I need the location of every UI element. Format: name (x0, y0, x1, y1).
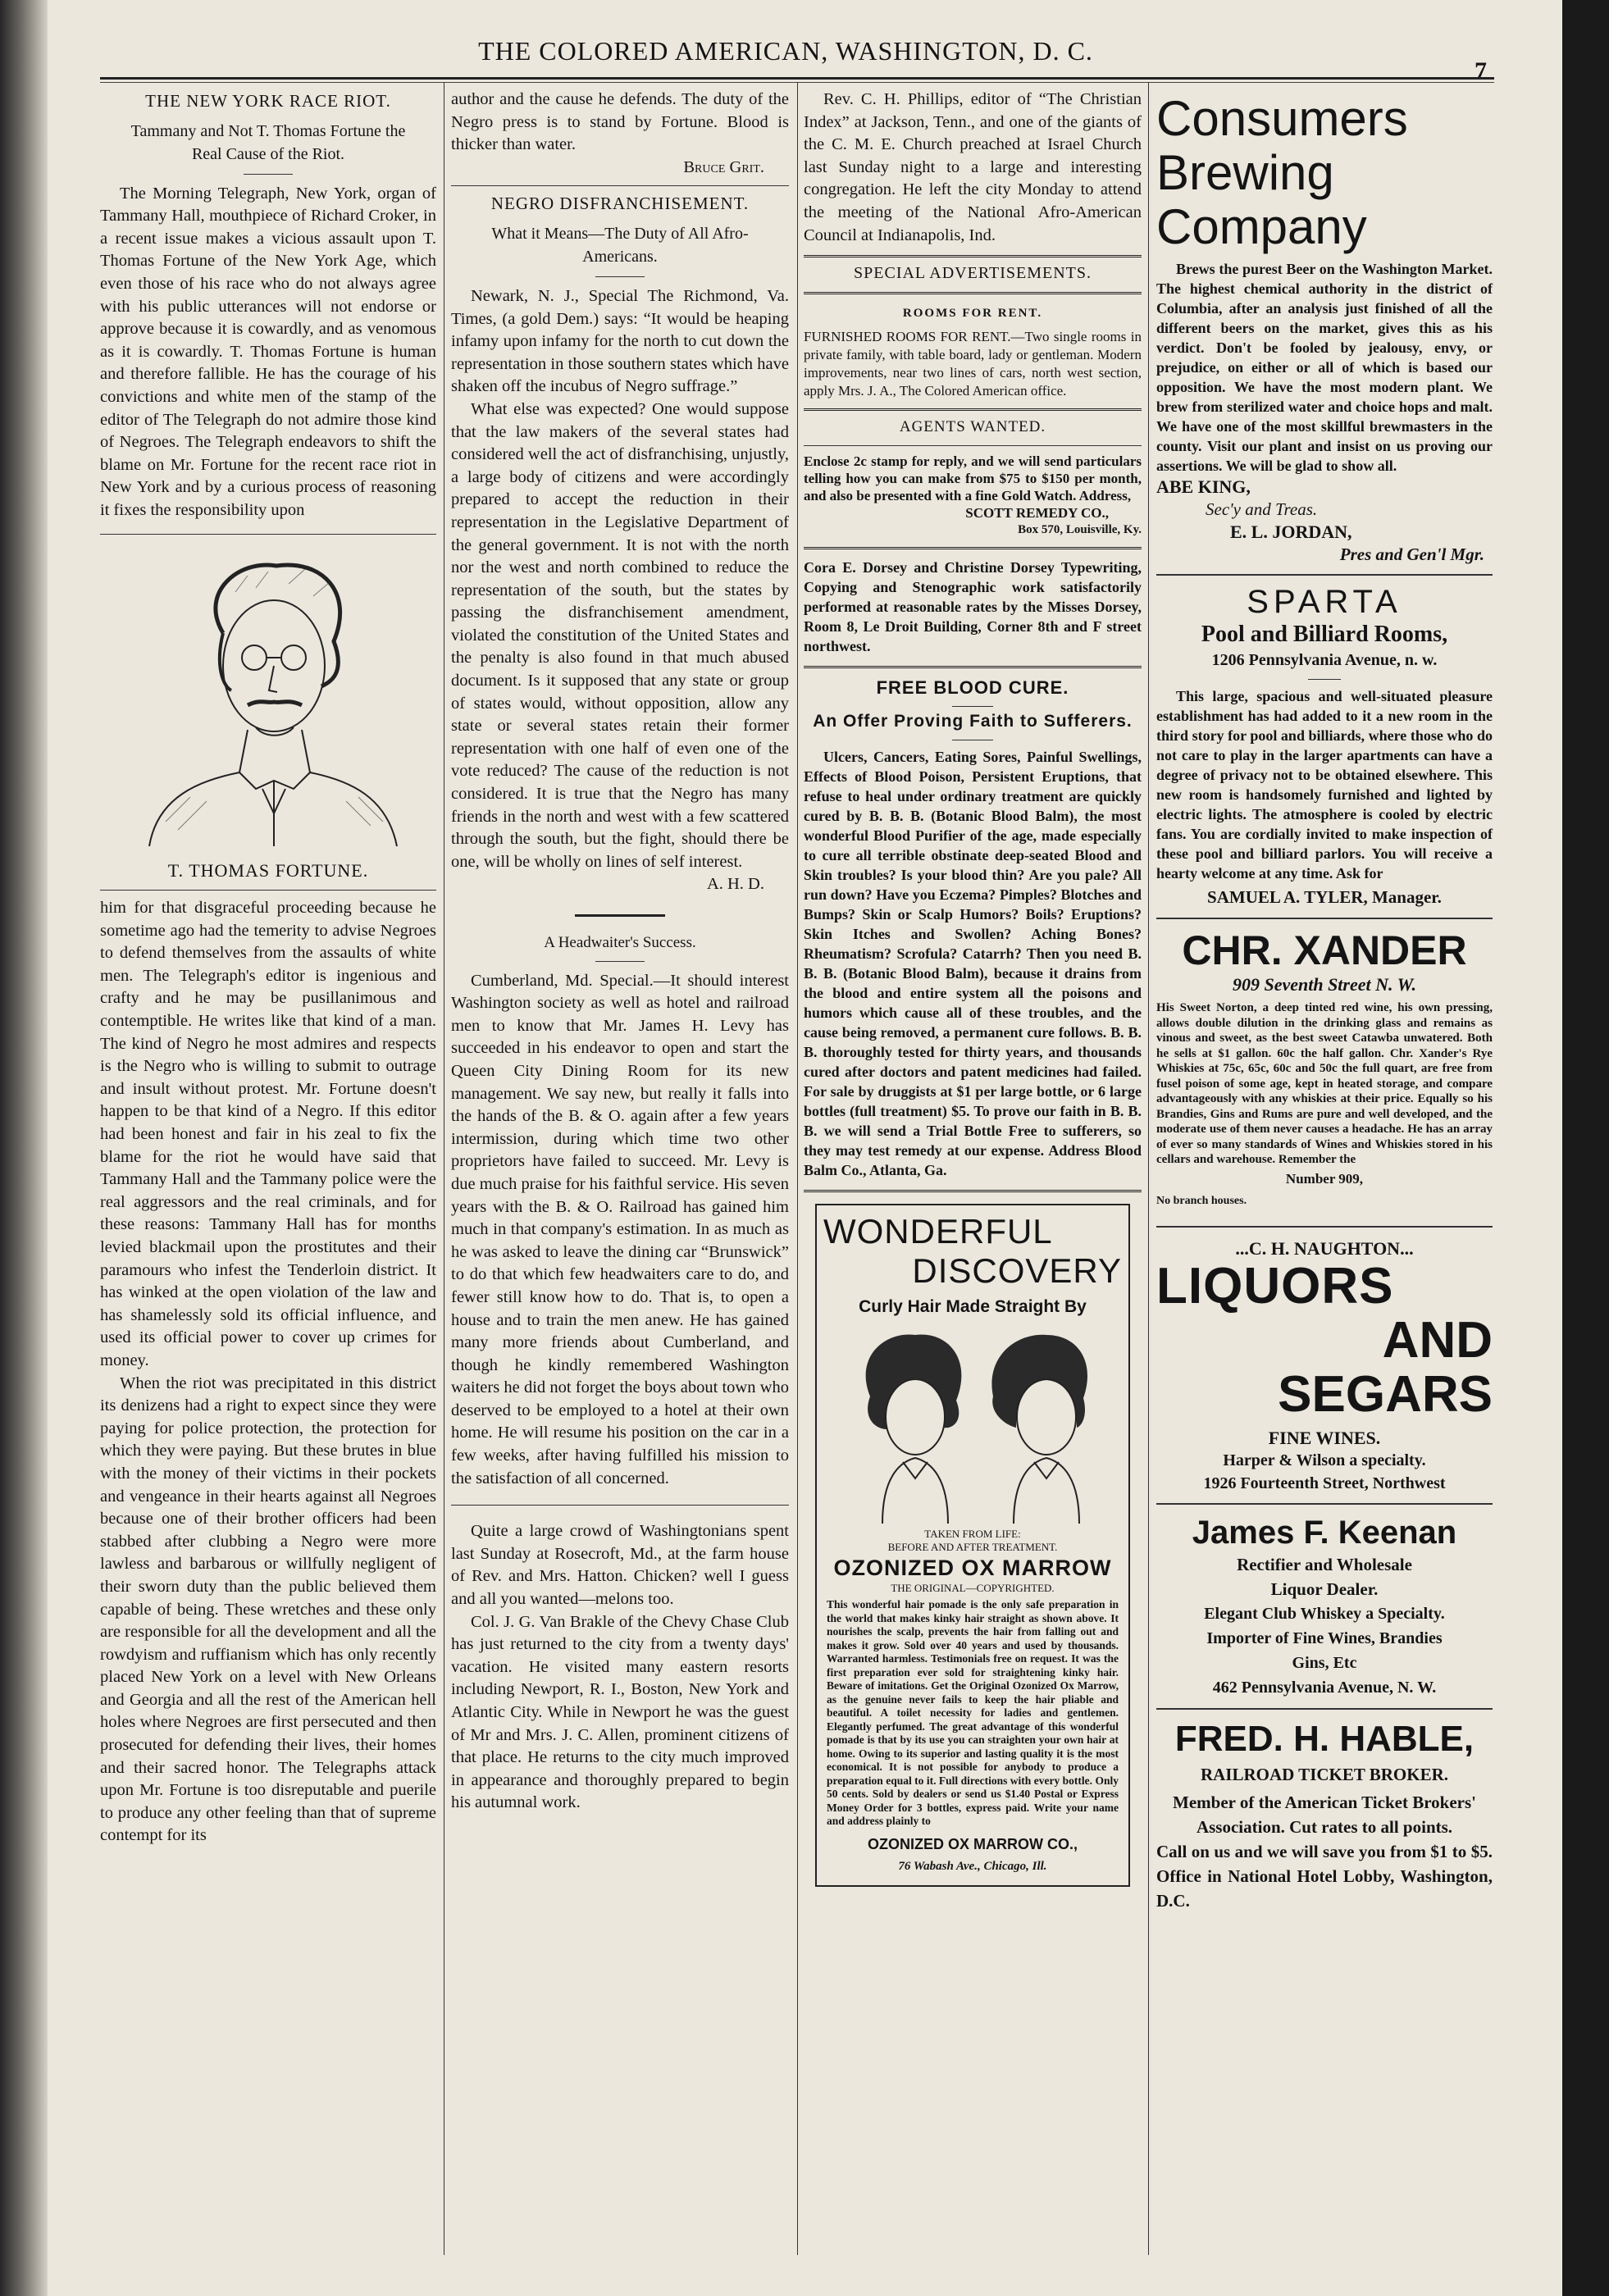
ornament-rule (575, 914, 665, 917)
masthead-rule (100, 77, 1494, 80)
brewing-role-1: Sec'y and Treas. (1206, 499, 1318, 519)
divider (451, 185, 789, 186)
portrait-caption: T. THOMAS FORTUNE. (167, 859, 369, 881)
xander-address: 909 Seventh Street N. W. (1232, 973, 1417, 995)
special-ads-heading: SPECIAL ADVERTISEMENTS. (854, 264, 1092, 283)
divider (804, 255, 1142, 257)
paragraph: Rev. C. H. Phillips, editor of “The Christian Index” at Jackson, Tenn., and one of the giants of the C. M. E. Church preached at Israel Church last Sunday night to a large and interesting congregation. He left the city Monday to attend the meeting of the National Afro-American Council at Indianapolis, Ind. (804, 90, 1142, 244)
paragraph: Col. J. G. Van Brakle of the Chevy Chase Club has just returned to the city from a twenty days' vacation. He visited many eastern resorts including Newport, R. I., Boston, New York and Atlantic City. While in Newport he was the guest of Mr and Mrs. J. C. Allen, prominent citizens of that place. He returns to the city much improved in appearance and thoroughly prepared to begin his autumnal work. (451, 1612, 789, 1812)
paragraph: Newark, N. J., Special The Richmond, Va. Times, (a gold Dem.) says: “It would be heaping infamy upon infamy for the north to cut down the representation in those southern states which have shaken off the incubus of Negro suffrage.” (451, 286, 789, 396)
page-number: 7 (1475, 57, 1487, 84)
brewing-title-1: Consumers (1156, 91, 1408, 146)
keenan-line-5: Gins, Etc (1292, 1654, 1357, 1673)
blood-cure-text: Ulcers, Cancers, Eating Sores, Painful Swellings, Effects of Blood Poison, Persistent Eruptions, that refuse to heal under ordinary treatment are quickly cured by B. B. B. (Botanic Blood Balm), the most wonderful Blood Purifier of the age, made especially to cure all terrible obstinate deep-seated Blood and Skin troubles? Is your blood thin? Are you pale? All run down? Have you Eczema? Pimples? Blotches and Bumps? Skin or Scalp Humors? Boils? Eruptions? Skin Itches and Swollen? Aching Bones? Rheumatism? Scrofula? Catarrh? Then you need B. B. B. (Botanic Blood Balm), because it drains from the blood and entire system all the poisons and humors which cause all of these troubles, and the cause being removed, a permanent cure follows. B. B. B. thoroughly tested for thirty years, and thousands cured after doctors and patent medicines had failed. For sale by druggists at $1 per large bottle, or 6 large bottles (full treatment) $5. To prove our faith in B. B. B. we will send a Trial Bottle Free to sufferers, so they may test remedy at our expense. Address Blood Balm Co., Atlanta, Ga. (804, 748, 1142, 1178)
agents-heading: AGENTS WANTED. (899, 418, 1046, 436)
keenan-line-1: Rectifier and Wholesale (1237, 1555, 1412, 1575)
keenan-title: James F. Keenan (1192, 1515, 1457, 1551)
xander-text: His Sweet Norton, a deep tinted red wine, his own pressing, allows double dilution in the drinking glass and remains as vinous and sweet, as the best sweet Catawba unwatered. Both he sells at $1 gallon. 60c the half gallon. Chr. Xander's Rye Whiskies at 75c, 65c, 60c and 50c the full quart, are free from fusel poison of some age, kept in heated storage, and compare advantageously with any whiskies at their price. Equally so his Brandies, Gins and Rums are pure and well developed, and the moderate use of them never causes a headache. He has an array of ever so many standards of Wines and Whiskies stored in his cellars and warehouse. Remember the (1156, 1001, 1493, 1167)
blood-cure-heading: FREE BLOOD CURE. (876, 676, 1069, 698)
hable-line-2: Member of the American Ticket Brokers' Association. Cut rates to all points. (1173, 1792, 1476, 1837)
ox-title-1: WONDERFUL (823, 1211, 1053, 1250)
hable-line-3: Call on us and we will save you from $1 to $5. Office in National Hotel Lobby, Washington, D.C. (1156, 1841, 1493, 1911)
keenan-line-2: Liquor Dealer. (1270, 1579, 1379, 1600)
paragraph: The Morning Telegraph, New York, organ of Tammany Hall, mouthpiece of Richard Croker, in a recent issue makes a vicious assault upon T. Thomas Fortune of the New York Age, which even those of his race who do not always agree with his public utterances will not endorse or approve because it is cowardly, and as venomous as it is cowardly. T. Thomas Fortune is human and therefore fallible. He has the courage of his convictions and white men of the stamp of the editor of The Telegraph do not admire those kind of Negroes. The Telegraph endeavors to shift the blame on Mr. Fortune for the recent race riot in New York and by a curious process of reasoning it fixes the responsibility upon (100, 184, 436, 519)
article-subhead-race-riot: Tammany and Not T. Thomas Fortune the Real Cause of the Riot. (130, 121, 406, 163)
ox-company: OZONIZED OX MARROW CO., (868, 1835, 1078, 1852)
ox-address: 76 Wabash Ave., Chicago, Ill. (898, 1860, 1047, 1874)
rooms-text: FURNISHED ROOMS FOR RENT.—Two single rooms in private family, with table board, lady or gentleman. Modern improvements, near two lines of cars, north west section, apply Mrs. J. A., The Colored American office. (804, 329, 1142, 399)
divider (1156, 1503, 1493, 1505)
blood-cure-subhead: An Offer Proving Faith to Sufferers. (813, 711, 1133, 731)
divider (1156, 918, 1493, 919)
keenan-line-4: Importer of Fine Wines, Brandies (1206, 1629, 1443, 1648)
short-rule (952, 706, 993, 707)
agents-address: Box 570, Louisville, Ky. (1018, 522, 1142, 536)
xander-no-branch: No branch houses. (1156, 1195, 1247, 1208)
sparta-text: This large, spacious and well-situated pleasure establishment has had added to it a new room in the third story for pool and billiards, where those who do not care to play in the larger apartments can have a degree of privacy not to be obtained elsewhere. This new room is handsomely furnished and lighted by electric lights. The atmosphere is cooled by electric fans. You are cordially invited to make inspection of these pool and billiard parlors. You will receive a hearty welcome at any time. Ask for (1156, 687, 1493, 882)
page-binding (0, 0, 48, 2296)
brewing-title-2: Brewing (1156, 145, 1334, 200)
dorsey-ad: Cora E. Dorsey and Christine Dorsey Typewriting, Copying and Stenographic work satisfactorily performed at reasonable rates by the Misses Dorsey, Room 8, Le Droit Building, Corner 8th and F street northwest. (804, 558, 1142, 654)
paragraph: Quite a large crowd of Washingtonians spent last Sunday at Rosecroft, Md., at the farm house of Rev. and Mrs. Hatton. Chicken? well I guess and all you wanted—melons too. (451, 1522, 789, 1609)
paragraph: him for that disgraceful proceeding because he sometime ago had the temerity to advise Negroes to defend themselves from the assaults of white men. The Telegraph's editor is ingenious and crafty and he may be pusillanimous and contemptible. He writes like that kind of a man. The kind of Negro he most admires and respects is the Negro who is willing to submit to outrage and insult without protest. Mr. Fortune doesn't happen to be that kind of a Negro. If this editor had been honest and fair in his zeal to fix the blame for the riot he would have said that Tammany Hall and the Tammany police were the real aggressors and the real criminals, and for these reasons: Tammany Hall has for months levied blackmail upon the prostitutes and their paramours who infest the Tenderloin district. It has winked at the open violation of the law and has shamelessly sold its official influence, and used its official power to cover up crimes for money. (100, 899, 436, 1369)
brewing-name-1: ABE KING, (1156, 476, 1251, 497)
sparta-title: SPARTA (1247, 584, 1402, 621)
divider (804, 666, 1142, 668)
short-rule (595, 961, 645, 962)
before-after-illustration (837, 1323, 1108, 1528)
brewing-text: Brews the purest Beer on the Washington Market. The highest chemical authority in the district of Columbia, after an analysis just finished of all the different beers on the market, gives this as his verdict. Don't be fooled by jealousy, envy, or prejudice, on either or all of which is based our opposition. We have the most modern plant. We brew from sterilized water and choice hops and malt. We have one of the most skillful brewmasters in the county. Visit our plant and insist on us proving our assertions. We will be glad to show all. (1156, 261, 1493, 474)
divider (100, 890, 436, 891)
xander-title: CHR. XANDER (1182, 927, 1467, 973)
xander-number: Number 909, (1285, 1170, 1364, 1187)
brewing-name-2: E. L. JORDAN, (1230, 522, 1352, 543)
column-1 (100, 89, 436, 1847)
sparta-subtitle: Pool and Billiard Rooms, (1201, 622, 1448, 648)
ox-subtitle: Curly Hair Made Straight By (859, 1296, 1087, 1316)
hable-title: FRED. H. HABLE, (1174, 1719, 1475, 1760)
ox-caption-2: BEFORE AND AFTER TREATMENT. (887, 1541, 1058, 1554)
divider (804, 445, 1142, 446)
short-rule (595, 276, 645, 277)
short-rule (1308, 679, 1341, 680)
divider (1156, 1226, 1493, 1228)
divider (804, 292, 1142, 294)
article-heading-race-riot: THE NEW YORK RACE RIOT. (145, 91, 391, 111)
ox-caption-1: TAKEN FROM LIFE: (924, 1528, 1021, 1541)
article-subhead-disfranchisement: What it Means—The Duty of All Afro-Americans. (491, 224, 749, 266)
signature: A. H. D. (706, 875, 764, 894)
article-heading-headwaiter: A Headwaiter's Success. (544, 934, 696, 951)
ox-text: This wonderful hair pomade is the only safe preparation in the world that makes kinky hair straight as shown above. It nourishes the scalp, prevents the hair from falling out and makes it grow. Sold over 40 years and used by thousands. Warranted harmless. Testimonials free on request. It was the first preparation ever sold for straightening kinky hair. Beware of imitations. Get the Original Ozonized Ox Marrow, as the genuine never fails to keep the hair pliable and beautiful. A toilet necessity for ladies and gentlemen. Elegantly perfumed. The great advantage of this wonderful pomade is that by its use you can straighten your own hair at home. Owing to its superior and lasting quality it is the most economical. It is not possible for anybody to produce a preparation equal to it. Full directions with every bottle. Only 50 cents. Sold by dealers or send us $1.40 Postal or Express Money Order for 3 bottles, express paid. Write your name and address plainly to (827, 1598, 1119, 1828)
column-4 (1156, 92, 1493, 1913)
paragraph: Cumberland, Md. Special.—It should interest Washington society as well as hotel and railroad men to know that Mr. James H. Levy has succeeded in his endeavor to open and start the Queen City Dining Room for its new management. We say new, but really it falls into the hands of the B. & O. again after a few years intermission, during which time two other proprietors have failed to succeed. Mr. Levy is due much praise for his faithful service. His seven years with the B. & O. Railroad has gained him much in that company's estimation. In as much as he was asked to leave the dining car “Brunswick” to do that which few headwaiters care to do, and fewer still know how to do. That is, to open a house and to train the men anew. He has gained many more friends about Cumberland, and though he kindly remembered Washington waiters he did not forget the boys about town who deserved to be employed to a hotel at their own home. He will resume his position on the car in a few weeks, after having fulfilled his mission to the satisfaction of all concerned. (451, 971, 789, 1487)
column-divider-3 (1148, 82, 1149, 2255)
ox-title-2: DISCOVERY (912, 1250, 1122, 1290)
column-2 (451, 89, 789, 1815)
ox-marrow-ad (815, 1204, 1130, 1887)
brewing-title-3: Company (1156, 199, 1367, 254)
divider (100, 534, 436, 535)
divider (804, 1190, 1142, 1192)
divider (804, 408, 1142, 411)
divider (451, 1505, 789, 1506)
agents-text: Enclose 2c stamp for reply, and we will send particulars telling how you can make from $75 to $150 per month, and also be presented with a fine Gold Watch. Address, (804, 453, 1142, 503)
liquors-title-2: AND SEGARS (1278, 1312, 1493, 1424)
divider (804, 547, 1142, 549)
sparta-address: 1206 Pennsylvania Avenue, n. w. (1211, 651, 1438, 670)
hable-line-1: RAILROAD TICKET BROKER. (1200, 1765, 1449, 1785)
column-divider-2 (797, 82, 798, 2255)
masthead-title: THE COLORED AMERICAN, WASHINGTON, D. C. (478, 36, 1093, 66)
brewing-role-2: Pres and Gen'l Mgr. (1339, 544, 1484, 564)
ox-original: THE ORIGINAL—COPYRIGHTED. (891, 1582, 1055, 1595)
paragraph: author and the cause he defends. The duty of the Negro press is to stand by Fortune. Blood is thicker than water. (451, 90, 789, 154)
rooms-heading: ROOMS FOR RENT. (902, 306, 1043, 320)
paragraph: What else was expected? One would suppose that the law makers of the several states had considered well the act of disfranchising, unjustly, a large body of citizens and were accordingly prepared to accept the reduction in their representation in the Legislative Department of the general government. It is not with the north nor the west and north combined to reduce the representation of the south, but the states by passing the disfranchisement amendment, violated the constitution of the United States and the penalty is also found in that much abused document. Is it supposed that any state or group of states would, without opposition, allow any state or several states retain their former representation with one half of even one of the vote reduced? The cause of the reduction is not considered. It is true that the Negro has many friends in the north and west with a few scattered through the south, but the fight, should there be one, will be wholly on lines of self interest. (451, 399, 789, 871)
agents-company: SCOTT REMEDY CO., (965, 504, 1109, 521)
fine-wines: FINE WINES. (1268, 1428, 1381, 1449)
ox-product-name: OZONIZED OX MARROW (833, 1556, 1112, 1581)
keenan-line-3: Elegant Club Whiskey a Specialty. (1204, 1605, 1445, 1624)
article-heading-disfranchisement: NEGRO DISFRANCHISEMENT. (490, 194, 750, 214)
portrait-engraving-fortune (100, 543, 444, 854)
liquors-title-1: LIQUORS (1156, 1258, 1394, 1315)
divider (1156, 574, 1493, 576)
short-rule (244, 174, 293, 175)
keenan-address: 462 Pennsylvania Avenue, N. W. (1212, 1679, 1437, 1697)
column-3 (804, 89, 1142, 1887)
divider (1156, 1708, 1493, 1710)
masthead (97, 36, 1475, 72)
sparta-manager: SAMUEL A. TYLER, Manager. (1207, 886, 1442, 907)
naughton-name: ...C. H. NAUGHTON... (1235, 1237, 1414, 1259)
naughton-address: 1926 Fourteenth Street, Northwest (1203, 1474, 1446, 1492)
signature: Bruce Grit. (683, 157, 764, 176)
harper-wilson: Harper & Wilson a specialty. (1223, 1451, 1426, 1470)
paragraph: When the riot was precipitated in this district its denizens had a right to expect since they were paying for police protection, the protection for which they were paying. But these brutes in blue with the money of their victims in their pockets and vengeance in their hearts against all Negroes because one of their brother officers had been stabbed after clubbing a Negro were more lawless and barbarous or willfully negligent of their sworn duty than the public believed them capable of being. These wretches and these only are responsible for all the development and all the rowdyism and ruffianism which has only recently placed New York on a level with New Orleans and Georgia and all the rest of the American hell holes where Negroes are first persecuted and then prosecuted for defending their lives, their homes and their sacred honor. The Telegraphs attack upon Mr. Fortune is too disreputable and puerile to produce any other feeling than that of supreme contempt for its (100, 1374, 436, 1845)
